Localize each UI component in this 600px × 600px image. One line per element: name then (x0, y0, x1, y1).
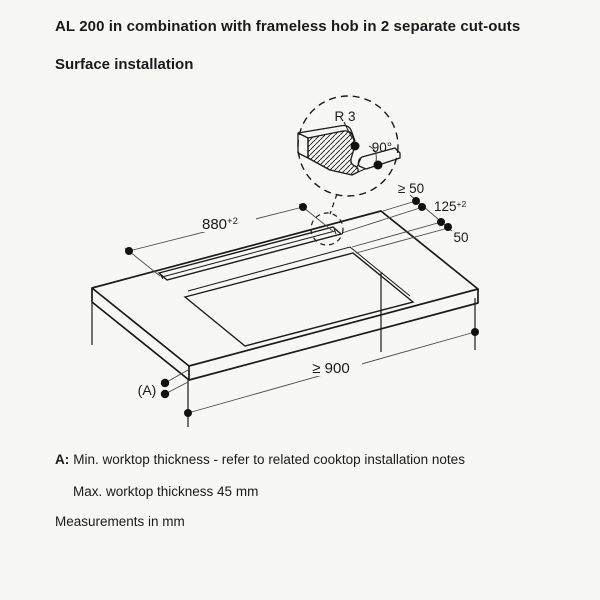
footnote-a-text: Min. worktop thickness - refer to related cooktop installation notes (73, 452, 465, 467)
section-subtitle: Surface installation (55, 56, 194, 73)
dimension-dots (125, 197, 479, 417)
dim-slot-length-label: $880^{+2}$ (202, 216, 238, 233)
slot-cutout (159, 227, 341, 280)
angle-end-dot (374, 161, 383, 170)
footnote-a (55, 452, 465, 467)
dim-worktop-width-label: ≥ 900 (312, 360, 350, 377)
dim-front-clearance-label: 50 (453, 230, 469, 245)
dim-back-clearance-label: ≥ 50 (397, 181, 425, 196)
worktop-outline (92, 211, 478, 380)
radius-label: R 3 (334, 109, 356, 124)
footnote-units: Measurements in mm (55, 514, 185, 529)
footnote-max-thickness: Max. worktop thickness 45 mm (73, 484, 259, 499)
angle-label: 90° (371, 140, 393, 155)
dim-thickness-label: (A) (137, 382, 157, 398)
detail-callout (298, 96, 400, 245)
page-title: AL 200 in combination with frameless hob in 2 separate cut-outs (55, 18, 521, 35)
angle-vertex-dot (351, 142, 360, 151)
detail-leader-dashed (330, 194, 337, 214)
cabinet-lines (92, 272, 475, 427)
dim-slot-width-label: $125^{+2}$ (434, 199, 467, 214)
footnote-a-label: A: (55, 452, 70, 467)
